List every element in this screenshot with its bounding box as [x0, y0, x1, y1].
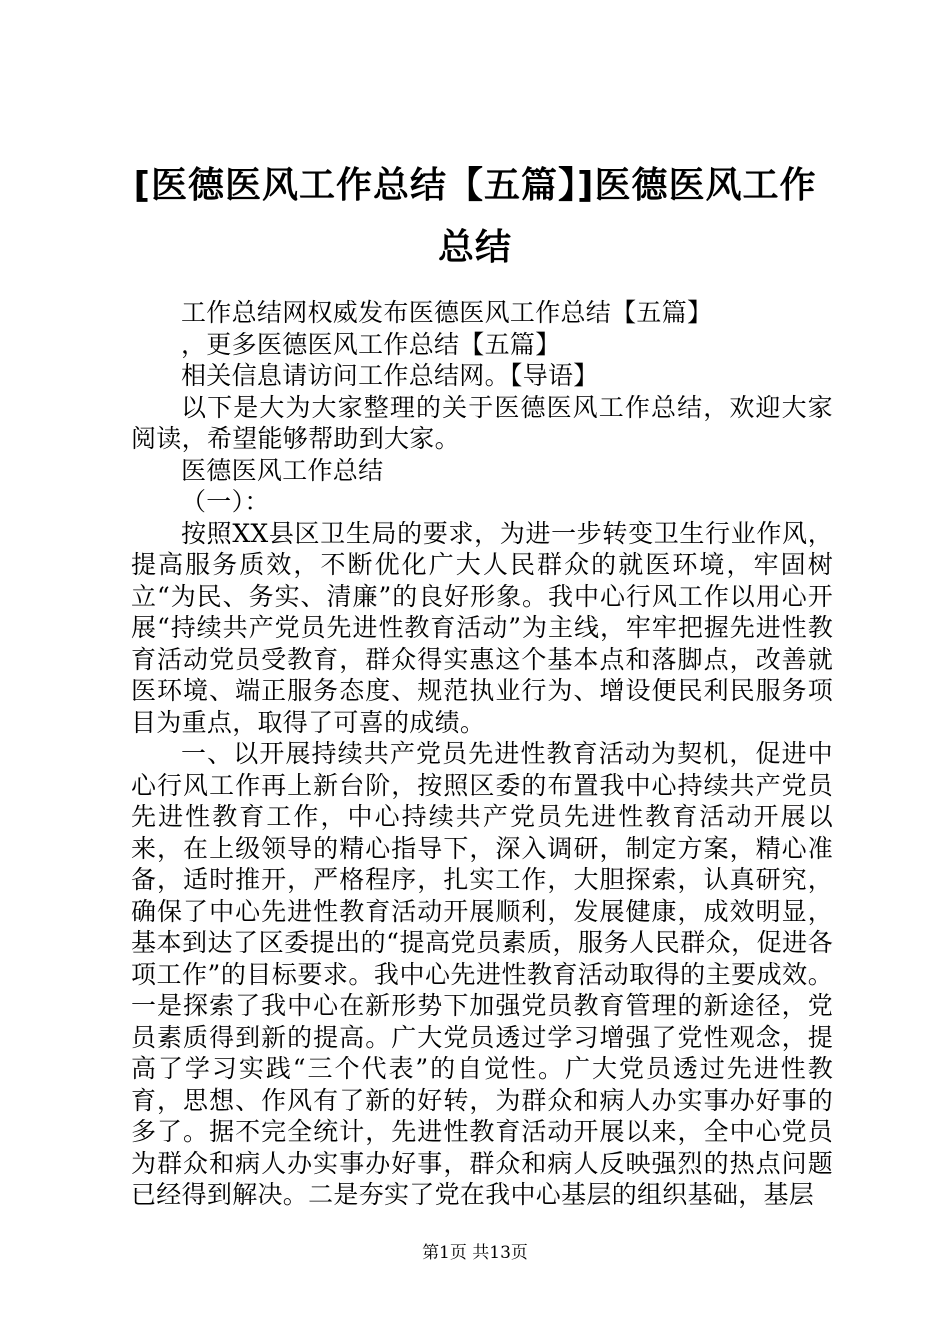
- paragraph: 相关信息请访问工作总结网。【导语】: [181, 361, 599, 390]
- paragraph: 一、以开展持续共产党员先进性教育活动为契机，促进中心行风工作再上新台阶，按照区委的布置我中心持续共产党员先进性教育工作，中心持续共产党员先进性教育活动开展以来，在上级领导的精心指导下，深入调研，制定方案，精心准备，适时推开，严格程序，扎实工作，大胆探索，认真研究，确保了中心先进性教育活动开展顺利，发展健康，成效明显，基本到达了区委提出的“提高党员素质，服务人民群众，促进各项工作”的目标要求。我中心先进性教育活动取得的主要成效。一是探索了我中心在新形势下加强党员教育管理的新途径，党员素质得到新的提高。广大党员透过学习增强了党性观念，提高了学习实践“三个代表”的自觉性。广大党员透过先进性教育，思想、作风有了新的好转，为群众和病人办实事办好事的多了。据不完全统计，先进性教育活动开展以来，全中心党员为群众和病人办实事办好事，群众和病人反映强烈的热点问题已经得到解决。二是夯实了党在我中心基层的组织基础，基层: [131, 739, 833, 1209]
- page-indicator: 第1页 共13页: [422, 1243, 528, 1263]
- paragraph: 以下是大为大家整理的关于医德医风工作总结，欢迎大家阅读，希望能够帮助到大家。: [131, 392, 833, 453]
- document-title: [医德医风工作总结【五篇】]医德医风工作总结: [133, 165, 817, 268]
- document-body: [131, 297, 833, 1211]
- paragraph: 按照XX县区卫生局的要求，为进一步转变卫生行业作风，提高服务质效，不断优化广大人民群众的就医环境，牢固树立“为民、务实、清廉”的良好形象。我中心行风工作以用心开展“持续共产党员先进性教育活动”为主线，牢牢把握先进性教育活动党员受教育，群众得实惠这个基本点和落脚点，改善就医环境、端正服务态度、规范执业行为、增设便民利民服务项目为重点，取得了可喜的成绩。: [131, 518, 833, 737]
- section-number: （一）：: [181, 487, 270, 516]
- paragraph: ，更多医德医风工作总结【五篇】: [181, 329, 561, 359]
- paragraph: 工作总结网权威发布医德医风工作总结【五篇】: [181, 298, 713, 327]
- section-heading: 医德医风工作总结: [181, 455, 384, 485]
